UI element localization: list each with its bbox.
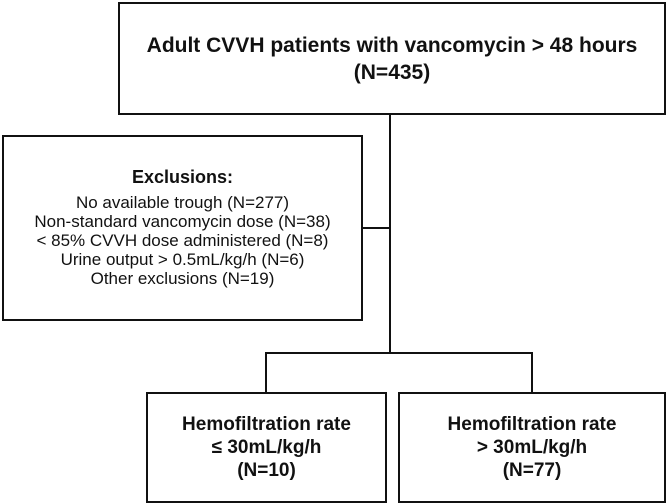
exclusions-box — [2, 135, 363, 321]
trunk-connector — [389, 115, 391, 354]
exclusions-connector — [363, 227, 390, 229]
group-criterion: ≤ 30mL/kg/h — [211, 437, 322, 458]
exclusion-item: Other exclusions (N=19) — [90, 269, 275, 288]
group-title: Hemofiltration rate — [447, 414, 617, 435]
high-rate-connector — [531, 352, 533, 392]
low-rate-connector — [265, 352, 267, 392]
cohort-description: Adult CVVH patients with vancomycin > 48 hours — [146, 33, 638, 57]
group-count: (N=10) — [237, 460, 296, 481]
group-count: (N=77) — [502, 460, 562, 481]
split-connector — [265, 352, 533, 354]
exclusion-item: Urine output > 0.5mL/kg/h (N=6) — [60, 250, 305, 269]
cohort-box — [118, 2, 666, 115]
exclusion-item: < 85% CVVH dose administered (N=8) — [36, 231, 329, 250]
group-title: Hemofiltration rate — [182, 414, 351, 435]
group-criterion: > 30mL/kg/h — [476, 437, 588, 458]
exclusions-title: Exclusions: — [131, 167, 234, 187]
low-rate-group-box — [146, 392, 387, 503]
exclusion-item: No available trough (N=277) — [75, 193, 290, 212]
high-rate-group-box — [398, 392, 666, 503]
exclusion-item: Non-standard vancomycin dose (N=38) — [34, 212, 331, 231]
cohort-count: (N=435) — [353, 60, 431, 84]
